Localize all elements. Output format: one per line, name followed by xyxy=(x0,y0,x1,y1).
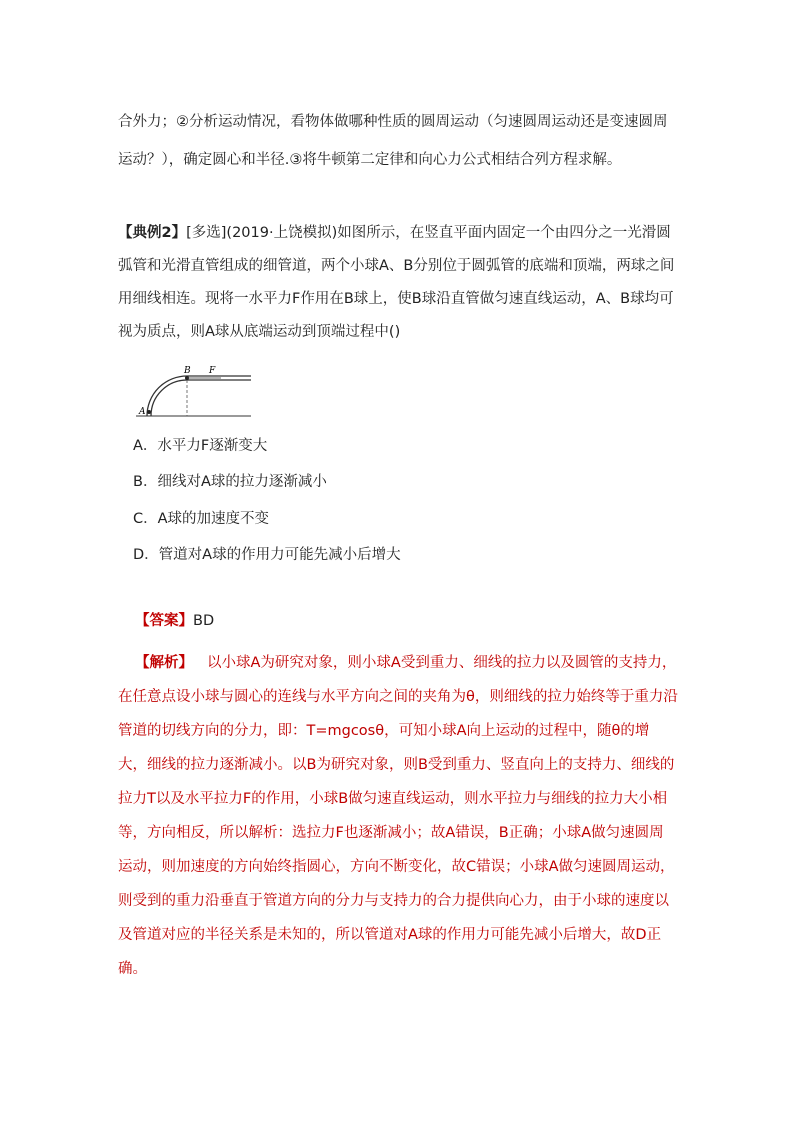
analysis-label: 【解析】 xyxy=(135,655,193,671)
intro-paragraph: 合外力；②分析运动情况，看物体做哪种性质的圆周运动（匀速圆周运动还是变速圆周运动？），确定圆心和半径.③将牛顿第二定律和向心力公式相结合列方程求解。 xyxy=(118,114,668,168)
label-b: B xyxy=(184,366,191,376)
example-text: [多选](2019·上饶模拟)如图所示，在竖直平面内固定一个由四分之一光滑圆弧管和光滑直管组成的细管道，两个小球A、B分别位于圆弧管的底端和顶端，两球之间用细线相连。现将一水平力F作用在B球上，使B球沿直管做匀速直线运动，A、B球均可视为质点，则A球从底端运动到顶端过程中() xyxy=(118,225,675,340)
example-paragraph xyxy=(118,217,678,349)
option-c: C．A球的加速度不变 xyxy=(133,511,270,527)
option-b: B．细线对A球的拉力逐渐减小 xyxy=(133,474,327,490)
example-label: 【典例2】 xyxy=(118,225,187,241)
answer-line xyxy=(135,611,214,631)
analysis-text: 以小球A为研究对象，则小球A受到重力、细线的拉力以及圆管的支持力，在任意点设小球与圆心的连线与水平方向之间的夹角为θ，则细线的拉力始终等于重力沿管道的切线方向的分力，即：T=mgcosθ，可知小球A向上运动的过程中，随θ的增大，细线的拉力逐渐减小。以B为研究对象，则B受到重力、竖直向上的支持力、细线的拉力T以及水平拉力F的作用，小球B做匀速直线运动，则水平拉力与细线的拉力大小相等，方向相反，所以解析：选拉力F也逐渐减小；故A错误，B正确；小球A做匀速圆周运动，则加速度的方向始终指圆心，方向不断变化，故C错误；小球A做匀速圆周运动，则受到的重力沿垂直于管道方向的分力与支持力的合力提供向心力，由于小球的速度以及管道对应的半径关系是未知的，所以管道对A球的作用力可能先减小后增大，故D正确。 xyxy=(118,655,678,977)
tube-outer-wall xyxy=(147,376,251,416)
option-a: A．水平力F逐渐变大 xyxy=(133,438,268,454)
answer-label: 【答案】 xyxy=(135,613,193,629)
tube-inner-wall xyxy=(151,380,251,416)
ball-a xyxy=(147,410,151,414)
option-d: D．管道对A球的作用力可能先减小后增大 xyxy=(133,547,401,563)
answer-value: BD xyxy=(193,613,215,629)
tube-diagram-svg xyxy=(131,362,256,422)
label-f: F xyxy=(209,366,216,376)
analysis-paragraph xyxy=(118,646,678,986)
tube-diagram xyxy=(131,362,256,426)
label-a: A xyxy=(139,407,146,417)
